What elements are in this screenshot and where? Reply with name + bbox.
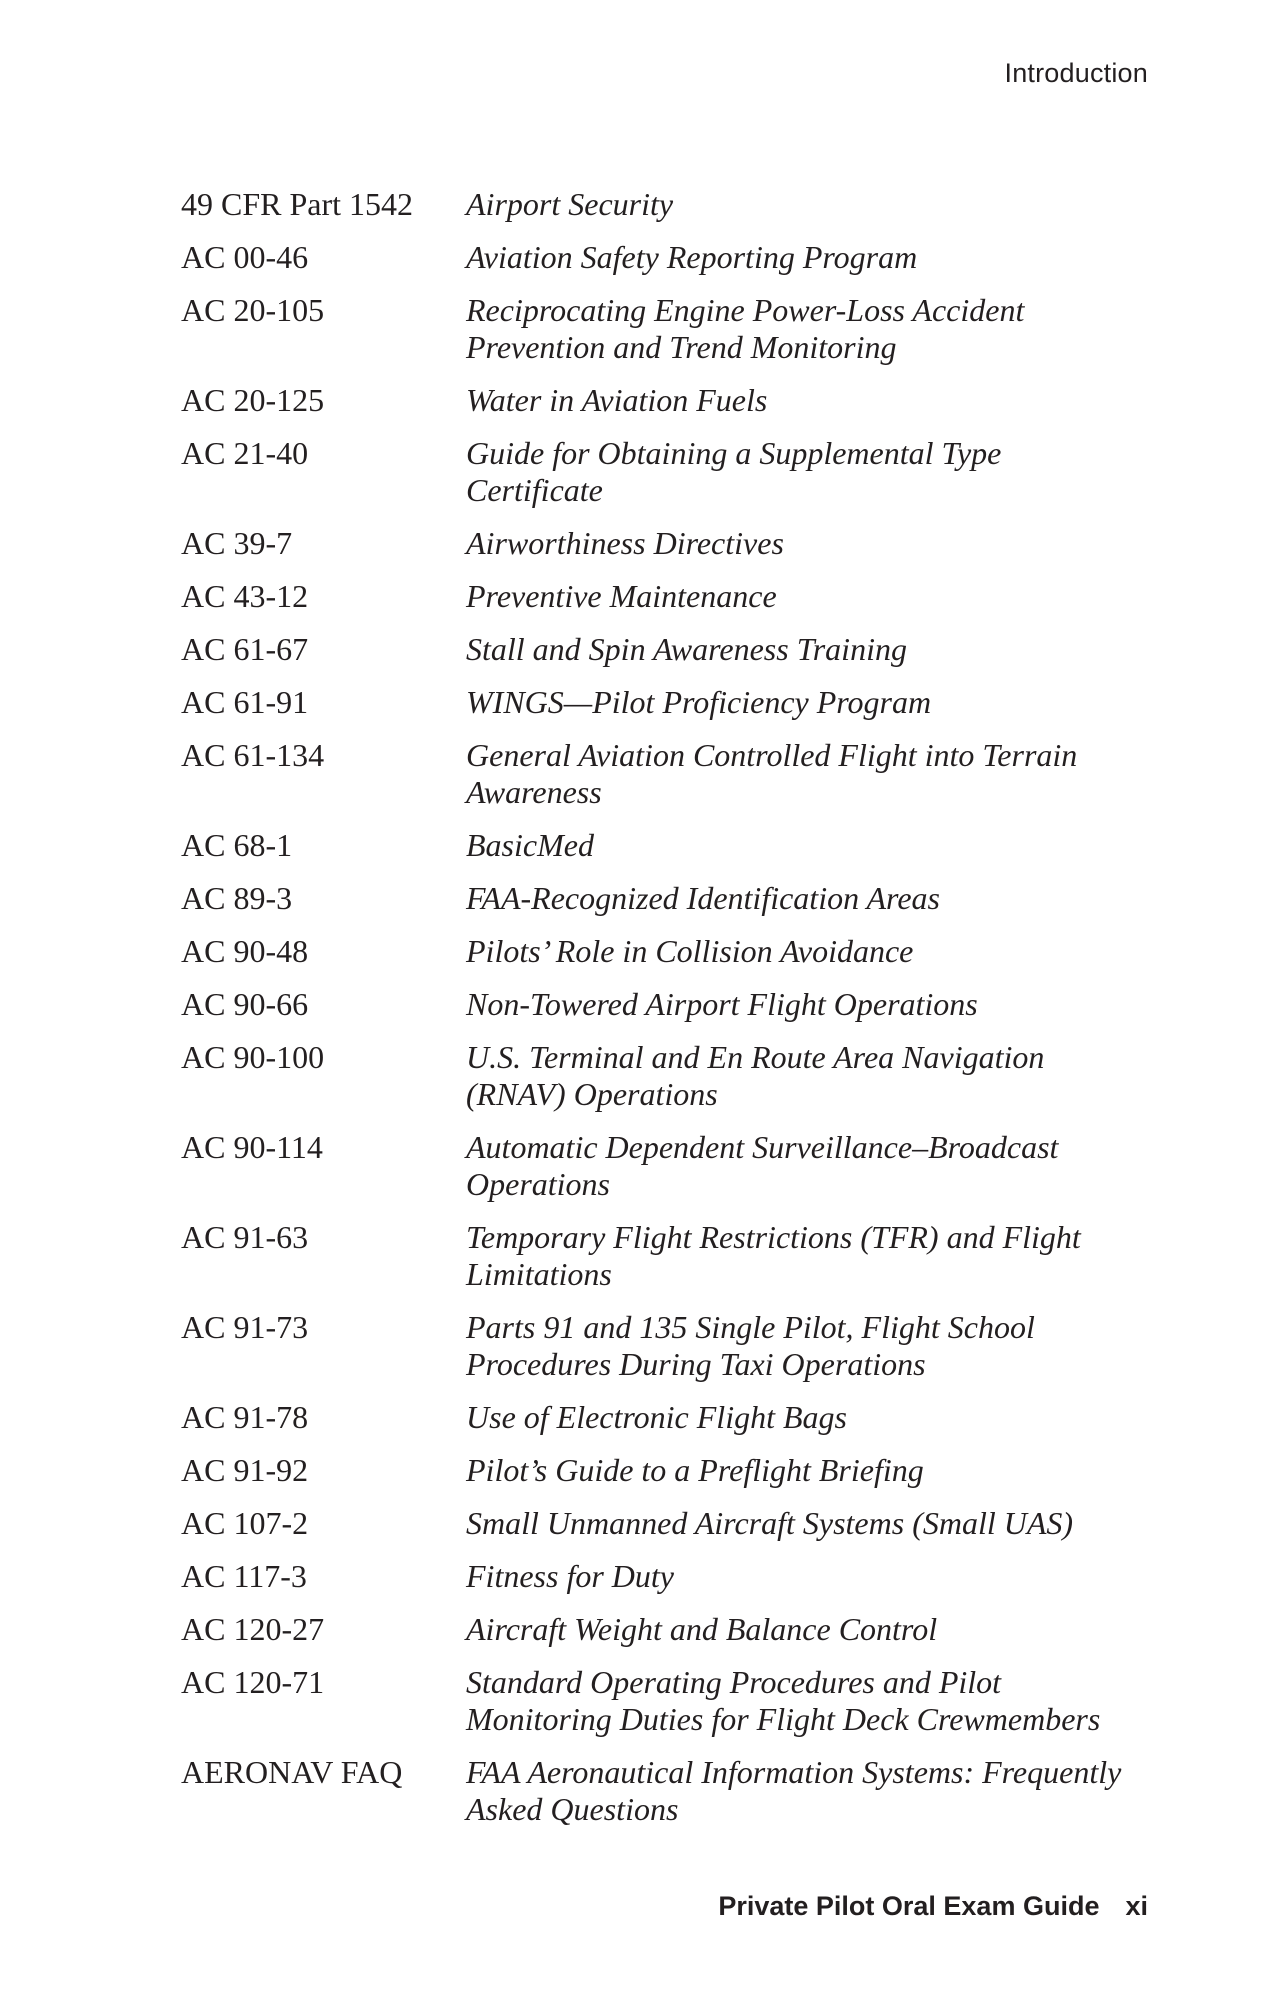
reference-title: Small Unmanned Aircraft Systems (Small UAS) <box>466 1505 1074 1541</box>
reference-title: Aircraft Weight and Balance Control <box>466 1611 938 1647</box>
reference-row <box>181 1309 1141 1399</box>
reference-title: Aviation Safety Reporting Program <box>466 239 918 275</box>
reference-code: AC 120-71 <box>181 1664 325 1700</box>
reference-title: Pilot’s Guide to a Preflight Briefing <box>466 1452 924 1488</box>
reference-code: AC 21-40 <box>181 435 309 471</box>
reference-code: AERONAV FAQ <box>181 1754 403 1790</box>
reference-row <box>181 684 1141 737</box>
reference-code: AC 90-100 <box>181 1039 325 1075</box>
reference-code: AC 43-12 <box>181 578 309 614</box>
reference-row <box>181 382 1141 435</box>
reference-code: AC 120-27 <box>181 1611 325 1647</box>
reference-row <box>181 1611 1141 1664</box>
reference-row <box>181 525 1141 578</box>
reference-row <box>181 435 1141 525</box>
reference-row <box>181 1129 1141 1219</box>
reference-row <box>181 1558 1141 1611</box>
reference-code: AC 91-78 <box>181 1399 309 1435</box>
reference-title: Water in Aviation Fuels <box>466 382 768 418</box>
reference-title: WINGS—Pilot Proficiency Program <box>466 684 932 720</box>
reference-title: Standard Operating Procedures and Pilot Monitoring Duties for Flight Deck Crewmembers <box>466 1664 1101 1737</box>
reference-code: AC 90-114 <box>181 1129 323 1165</box>
reference-row <box>181 1505 1141 1558</box>
reference-title: U.S. Terminal and En Route Area Navigation (RNAV) Operations <box>466 1039 1045 1112</box>
reference-title: FAA Aeronautical Information Systems: Frequently Asked Questions <box>466 1754 1122 1827</box>
reference-row <box>181 1399 1141 1452</box>
reference-code: AC 89-3 <box>181 880 293 916</box>
reference-title: Guide for Obtaining a Supplemental Type Certificate <box>466 435 1002 508</box>
reference-code: AC 90-66 <box>181 986 309 1022</box>
reference-row <box>181 1039 1141 1129</box>
reference-title: Airworthiness Directives <box>466 525 784 561</box>
reference-row <box>181 292 1141 382</box>
reference-row <box>181 186 1141 239</box>
book-title: Private Pilot Oral Exam Guide <box>718 1891 1100 1921</box>
page-footer <box>718 1891 1148 1922</box>
reference-code: AC 61-67 <box>181 631 309 667</box>
reference-row <box>181 737 1141 827</box>
reference-row <box>181 986 1141 1039</box>
reference-table-body <box>181 186 1141 1844</box>
reference-code: AC 91-63 <box>181 1219 309 1255</box>
reference-code: AC 91-92 <box>181 1452 309 1488</box>
reference-code: AC 20-125 <box>181 382 325 418</box>
running-head: Introduction <box>1004 58 1148 88</box>
reference-code: AC 00-46 <box>181 239 309 275</box>
reference-code: AC 117-3 <box>181 1558 307 1594</box>
reference-title: Reciprocating Engine Power-Loss Accident Prevention and Trend Monitoring <box>466 292 1025 365</box>
reference-title: Non-Towered Airport Flight Operations <box>466 986 978 1022</box>
reference-code: AC 91-73 <box>181 1309 309 1345</box>
reference-row <box>181 933 1141 986</box>
reference-title: Use of Electronic Flight Bags <box>466 1399 847 1435</box>
reference-row <box>181 1452 1141 1505</box>
reference-title: General Aviation Controlled Flight into Terrain Awareness <box>466 737 1078 810</box>
reference-title: Temporary Flight Restrictions (TFR) and Flight Limitations <box>466 1219 1081 1292</box>
reference-row <box>181 631 1141 684</box>
reference-code: AC 90-48 <box>181 933 309 969</box>
reference-row <box>181 1219 1141 1309</box>
reference-title: Stall and Spin Awareness Training <box>466 631 907 667</box>
reference-row <box>181 578 1141 631</box>
reference-row <box>181 880 1141 933</box>
reference-code: AC 107-2 <box>181 1505 309 1541</box>
reference-row <box>181 239 1141 292</box>
reference-code: AC 61-134 <box>181 737 325 773</box>
reference-title: Airport Security <box>466 186 674 222</box>
reference-title: FAA-Recognized Identification Areas <box>466 880 940 916</box>
reference-title: Preventive Maintenance <box>466 578 777 614</box>
reference-code: 49 CFR Part 1542 <box>181 186 414 222</box>
reference-table <box>181 186 1141 1844</box>
reference-title: BasicMed <box>466 827 594 863</box>
reference-code: AC 20-105 <box>181 292 325 328</box>
reference-row <box>181 1664 1141 1754</box>
reference-title: Fitness for Duty <box>466 1558 674 1594</box>
reference-row <box>181 827 1141 880</box>
reference-code: AC 39-7 <box>181 525 293 561</box>
reference-title: Pilots’ Role in Collision Avoidance <box>466 933 914 969</box>
reference-title: Parts 91 and 135 Single Pilot, Flight School Procedures During Taxi Operations <box>466 1309 1035 1382</box>
reference-title: Automatic Dependent Surveillance–Broadcast Operations <box>466 1129 1059 1202</box>
reference-code: AC 61-91 <box>181 684 309 720</box>
reference-code: AC 68-1 <box>181 827 293 863</box>
page-number: xi <box>1125 1891 1148 1921</box>
reference-row <box>181 1754 1141 1844</box>
